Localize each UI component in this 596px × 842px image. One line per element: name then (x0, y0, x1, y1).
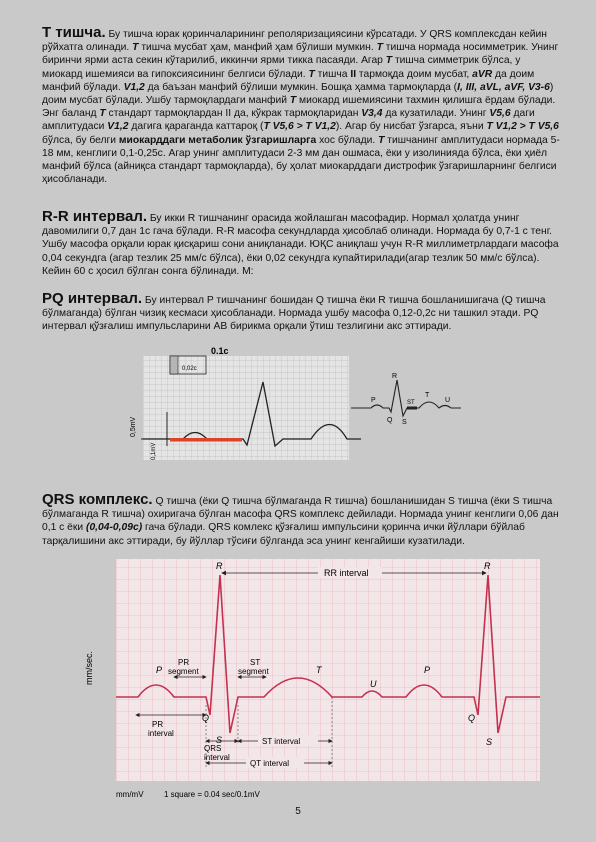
t-wave-paragraph (42, 29, 560, 185)
t-wave-text-run: хос бўлади. (316, 134, 379, 146)
label-u: U (370, 679, 377, 689)
t-wave-text-run: aVR (472, 68, 493, 80)
label-r1: R (216, 561, 223, 571)
label-01mv: 0,1mV (151, 442, 157, 460)
label-s2: S (486, 737, 493, 747)
st-segment-label-2: segment (238, 667, 269, 676)
qrs-text-run: гача бўлади. QRS комлекс қўзғалиш импульсини қоринча ички йўллари бўйлаб тарқалишини акс эттиради, бу йўллар тўсиғи бўлганда эса унинг кенгайиши кузатилади. (42, 522, 525, 547)
rr-interval-paragraph: Бу икки R тишчанинг орасида жойлашган масофадир. Нормал ҳолатда унинг давомилиги 0,7 дан 1с гача бўлади. R-R масофа секундларда ҳисоблаб олинади. Нормада бу 0,7-1 с тенг. Ушбу масофа орқали юрак қисқариш сони аниқланади. ЮҚС аниқлаш учун R-R миллиметрлардаги масофа 0,04 секундга (агар тезлик 25 мм/с бўлса), ёки 0,02 секундга купайтирилади(агар тезлик 50 мм/с бўлса). Кейин 60 с ҳосил бўлган сонга бўлинади. М: (42, 213, 559, 277)
label-t: T (316, 665, 322, 675)
t-wave-text-run: ) доим мусбат бўлади. Ушбу тармоқлардаги манфий (42, 81, 554, 107)
t-wave-text-run: T (378, 134, 385, 146)
t-wave-text-run: T V1,2 > T V5,6 (486, 121, 559, 133)
t-wave-text-run: T (308, 68, 315, 80)
label-r2: R (484, 561, 491, 571)
t-wave-section (42, 26, 560, 186)
qrs-text-run: (0,04-0,09с) (86, 522, 143, 534)
st-segment-label-1: ST (250, 658, 261, 667)
mini-label-p: P (371, 397, 376, 404)
t-wave-text-run: Бу тишча юрак қоринчаларининг реполяризациясини кўрсатади. У QRS комплексдан кейин рўйхатга олинади. (42, 29, 547, 54)
t-wave-text-run: II (350, 68, 357, 80)
qt-interval-label: QT interval (250, 759, 289, 768)
pr-interval-label-2: interval (148, 729, 174, 738)
t-wave-text-run: бўлса, бу белги (42, 134, 119, 146)
pq-interval-section (42, 292, 560, 334)
pq-interval-heading: PQ интервал. (42, 290, 143, 307)
t-wave-text-run: миокард ишемиясини тахмин қилишга ёрдам бўлади. Энг баланд (42, 95, 556, 120)
y-axis-label: mm/sec. (84, 650, 94, 685)
qrs-interval-label-2: interval (204, 753, 230, 762)
t-wave-heading: T тишча. (42, 24, 106, 41)
label-p1: P (156, 665, 163, 675)
pq-interval-highlight (170, 438, 242, 442)
t-wave-text-run: тармоқда доим мусбат, (356, 68, 473, 80)
t-wave-text-run: ). Агар бу нисбат ўзгарса, яъни (335, 121, 487, 133)
t-wave-text-run: миокарддаги метаболик ўзгаришларга (118, 134, 317, 146)
label-s1: S (216, 735, 223, 745)
t-wave-text-run: V5,6 (489, 108, 511, 120)
t-wave-text-run: T (99, 108, 106, 120)
footer-scale: 1 square = 0.04 sec/0.1mV (164, 790, 260, 799)
mini-label-t: T (425, 392, 430, 399)
t-wave-text-run: I, III, aVL, aVF, V3-6 (457, 81, 550, 93)
mini-label-s: S (402, 419, 407, 426)
label-q2: Q (468, 713, 476, 723)
footer-unit: mm/mV (116, 790, 144, 799)
label-002c: 0,02c (182, 366, 197, 372)
mini-label-st: ST (407, 400, 415, 406)
t-wave-text-run: T (385, 55, 393, 67)
rr-interval-heading: R-R интервал. (42, 208, 148, 225)
t-wave-text-run: стандарт тармоқлардан II да, кўкрак тармоқларидан (105, 108, 362, 120)
mini-label-r: R (392, 373, 398, 380)
t-wave-text-run: тишча мусбат ҳам, манфий ҳам бўлиши мумкин. (138, 42, 377, 54)
mini-label-u: U (445, 397, 451, 404)
t-wave-text-run: да баъзан манфий бўлиши мумкин. Бошқа ҳамма тармоқларда ( (144, 81, 458, 93)
t-wave-text-run: V3,4 (361, 108, 383, 120)
t-wave-text-run: T (132, 42, 139, 54)
page-number: 5 (295, 806, 301, 817)
label-05mv: 0,5mV (130, 416, 137, 437)
t-wave-text-run: тишча симметрик бўлса, у миокард ишемияси ва гипоксиясининг белгиси бўлади. (42, 55, 521, 80)
pq-interval-paragraph: Бу интервал P тишчанинг бошидан Q тишча ёки R тишча бошланишигача (Q тишча бўлмаганда) бўлган чизиқ кесмаси ҳисобланади. Нормада ушбу масофа 0,12-0,2с ни ташкил этади. PQ интервал қўзғалиш импульсларини AB бирикма орқали ўтиш тезлигини акс эттиради. (42, 295, 546, 333)
pr-segment-label-1: PR (178, 658, 190, 667)
qrs-complex-section (42, 493, 560, 548)
t-wave-text-run: T (376, 42, 383, 54)
pr-interval-label-1: PR (152, 720, 164, 729)
rr-interval-section (42, 210, 560, 278)
t-wave-text-run: да кузатилади. Унинг (382, 108, 490, 120)
rr-interval-label: RR interval (324, 568, 369, 578)
t-wave-text-run: дагига қараганда каттароқ ( (128, 121, 264, 133)
qrs-text-run: Q тишча (ёки Q тишча бўлмаганда R тишча) бошланишидан S тишча (ёки S тишча бўлмаганда R тишча) охиригача бўлган масофа QRS комплекс дейилади. Нормада унинг кенглиги 0,06 дан 0,1 с ёки (42, 496, 559, 534)
ecg-waveform-figure (125, 342, 465, 464)
pr-segment-label-2: segment (168, 667, 199, 676)
t-wave-text-run: тишчанинг амплитудаси нормада 5-18 мм, кенглиги 0,1-0,25с. Агар унинг амплитудаси 2-3 мм дан ошмаса, ёки у изолинияда бўлса, ёки ҳиёл манфий бўлса (айниқса стандарт тармоқларда), бу ҳолат миокарддаги дистрофик ўзгаришларнинг белгиси ҳисобланади. (42, 134, 560, 186)
t-wave-text-run: T (289, 95, 297, 107)
label-q1: Q (202, 713, 210, 723)
label-01c: 0.1c (211, 346, 229, 356)
t-wave-text-run: да доим манфий бўлади. (42, 68, 535, 93)
t-wave-text-run: V1,2 (123, 81, 145, 93)
label-p2: P (424, 665, 431, 675)
ecg-annotated-diagram (80, 555, 546, 805)
ecg-mini-trace (351, 373, 461, 426)
qrs-interval-label-1: QRS (204, 744, 222, 753)
t-wave-text-run: T V5,6 > T V1,2 (263, 121, 336, 133)
mini-label-q: Q (387, 417, 393, 424)
t-wave-text-run: тишча (314, 68, 351, 80)
st-interval-label: ST interval (262, 737, 301, 746)
t-wave-text-run: V1,2 (107, 121, 129, 133)
t-wave-text-run: даги амплитудаси (42, 108, 535, 133)
qrs-complex-heading: QRS комплекс. (42, 491, 153, 508)
t-wave-text-run: тишча нормада носимметрик. Унинг биринчи ярми аста секин кўтарилиб, иккинчи ярми тикка пасаяди. Агар (42, 42, 559, 67)
